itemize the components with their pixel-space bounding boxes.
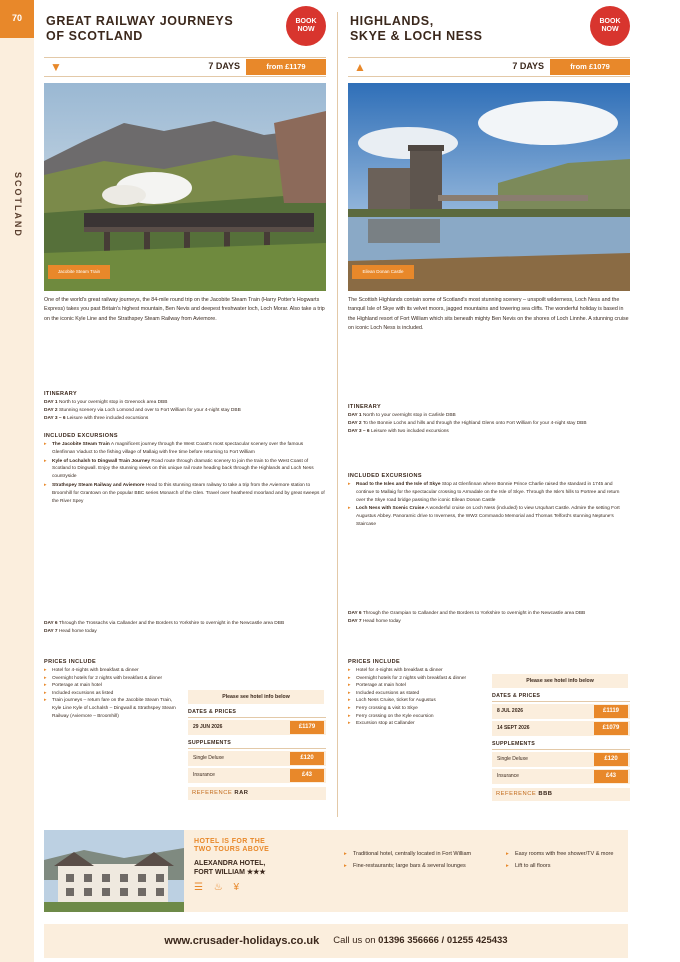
hotel-name: ALEXANDRA HOTEL, FORT WILLIAM ★★★ <box>194 860 266 876</box>
tour-days: 7 DAYS <box>208 61 240 71</box>
price-include-item: ▸ Ferry crossing on the Kyle excursion <box>348 713 486 721</box>
supplement-row: Single Deluxe £120 <box>492 752 630 767</box>
price-include-item: ▸ Hotel for 4-nights with breakfast & dinner <box>44 667 182 675</box>
hotel-features-col2 <box>506 850 636 874</box>
prices-heading: PRICES INCLUDE <box>348 659 401 665</box>
supplement-price: £43 <box>594 770 628 783</box>
prices-heading: PRICES INCLUDE <box>44 659 97 665</box>
excursion-item: ▸ Loch Ness with Scenic Cruise A wonderful cruise on Loch Ness (included) to view Urquhart Castle. Admire the setting Fort Augustus Abbey. Panoramic drive to Inverness, the WW2 Commando Memorial and Thomas Telford's stunning Neptune's Staircase <box>348 505 630 528</box>
dates-prices-box <box>492 674 630 801</box>
photo-caption: Jacobite Steam Train <box>48 265 110 279</box>
tour-intro: One of the world's great railway journeys, the 84-mile round trip on the Jacobite Steam Train (Harry Potter's Hogwarts Express) takes you past Britain's highest mountain, Ben Nevis and deepest freshwater loch, Loch Morar. Also take a trip on the iconic Kyle Line and the Strathspey Steam Railway from Aviemore. <box>44 297 325 322</box>
tour-title: GREAT RAILWAY JOURNEYS OF SCOTLAND <box>46 14 234 43</box>
website-link[interactable]: www.crusader-holidays.co.uk <box>164 934 320 947</box>
supplement-price: £43 <box>290 769 324 782</box>
itinerary-day: DAY 2 Stunning scenery via Loch Lomond and over to Fort William for your 4-night stay DBB <box>44 407 241 413</box>
date-row: 29 JUN 2026 £1179 <box>188 720 326 735</box>
price-include-item: ▸ Included excursions as listed <box>44 690 182 698</box>
photo-caption: Eilean Donan Castle <box>352 265 414 279</box>
hotel-feature <box>194 838 334 894</box>
hotel-info-note: Please see hotel info below <box>188 690 324 704</box>
itinerary-section <box>348 403 630 435</box>
footer-contact-bar <box>44 924 628 958</box>
hotel-photo <box>44 830 184 912</box>
excursions-section <box>44 432 326 506</box>
hotel-feature-item: ▸ Traditional hotel, centrally located in Fort William <box>344 850 474 858</box>
column-divider <box>337 12 338 817</box>
itinerary-day: DAY 6 Through the Grampian to Callander and the Borders to Yorkshire to overnight in the Newcastle area DBB <box>348 611 586 616</box>
dates-heading: DATES & PRICES <box>492 692 630 702</box>
itinerary-day: DAY 6 Through the Trossachs via Callander and the Borders to Yorkshire to overnight in the Newcastle area DBB <box>44 621 285 626</box>
price-include-item: ▸ Ferry crossing & visit to Skye <box>348 705 486 713</box>
castle-icon: ▲ <box>354 60 366 74</box>
price-include-item: ▸ Overnight hotels for 2 nights with breakfast & dinner <box>348 675 486 683</box>
supplement-row: Single Deluxe £120 <box>188 751 326 766</box>
supplement-row: Insurance £43 <box>188 768 326 783</box>
excursion-item: ▸ Strathspey Steam Railway and Aviemore Head to this stunning steam railway to take a trip from the Aviemore station to Broomhill for Grantown on the popular BBC series Monarch of the Glen. Travel over heathered moorland and by great sweeps of the River Spey <box>44 482 326 505</box>
hotel-feature-item: ▸ Fine-restaurants; large bars & several lounges <box>344 862 474 870</box>
hotel-feature-item: ▸ Easy rooms with free shower/TV & more <box>506 850 636 858</box>
itinerary-heading: ITINERARY <box>44 391 78 397</box>
hotel-features-col1 <box>344 850 474 874</box>
duration-price-bar <box>44 57 326 77</box>
hotel-feature-item: ▸ Lift to all floors <box>506 862 636 870</box>
tour-photo-castle <box>348 83 630 291</box>
price-include-item: ▸ Train journeys – return fare on the Jacobite Steam Train, Kyle Line Kyle of Lochalsh – Dingwall & Strathspey Steam Railway (Aviemore – Broomhill) <box>44 697 182 720</box>
reference-code: REFERENCE RAR <box>188 787 326 800</box>
date-price: £1079 <box>594 722 628 735</box>
date-row: 8 JUL 2026 £1119 <box>492 704 630 719</box>
hotel-info-note: Please see hotel info below <box>492 674 628 688</box>
phone-contact[interactable]: Call us on 01396 356666 / 01255 425433 <box>333 934 508 946</box>
from-price: from £1179 <box>246 59 326 75</box>
itinerary-day: DAY 3 – 6 Leisure with three included excursions <box>44 415 149 421</box>
excursions-heading: INCLUDED EXCURSIONS <box>44 433 118 439</box>
hotel-facility-icons: ☰ ♨ ¥ <box>194 882 244 893</box>
itinerary-day: DAY 1 North to your overnight stop in Greenock area DBB <box>44 400 168 405</box>
dates-prices-box <box>188 690 326 800</box>
tour-railway-journeys <box>44 0 326 818</box>
itinerary-day: DAY 7 Head home today <box>348 618 401 624</box>
from-price: from £1079 <box>550 59 630 75</box>
tour-highlands-skye <box>348 0 630 818</box>
price-include-item: ▸ Excursion stop at Callander <box>348 720 486 728</box>
price-include-item: ▸ Hotel for 4-nights with breakfast & dinner <box>348 667 486 675</box>
excursion-item: ▸ Road to the Isles and the Isle of Skye Stop at Glenfinnan where Bonnie Prince Charlie raised the standard in 1745 and continue to Mallaig for the spectacular crossing to Armadale on the Isle of Skye. Through the Isle's hills to Portree and return over the Skye road bridge passing the iconic Eilean Donan Castle <box>348 481 630 504</box>
itinerary-section <box>44 390 326 422</box>
reference-code: REFERENCE BBB <box>492 788 630 801</box>
tour-days: 7 DAYS <box>512 61 544 71</box>
duration-price-bar <box>348 57 630 77</box>
page-number: 70 <box>0 0 34 38</box>
price-include-item: ▸ Included excursions as stated <box>348 690 486 698</box>
itinerary-end-section <box>44 620 326 636</box>
excursions-section <box>348 472 630 530</box>
dates-heading: DATES & PRICES <box>188 708 326 718</box>
section-label: SCOTLAND <box>12 172 23 238</box>
supplements-heading: SUPPLEMENTS <box>492 740 630 750</box>
hotel-tag: HOTEL IS FOR THE TWO TOURS ABOVE <box>194 838 270 853</box>
price-include-item: ▸ Porterage at main hotel <box>348 682 486 690</box>
book-now-badge[interactable]: BOOK NOW <box>590 6 630 46</box>
supplement-price: £120 <box>594 753 628 766</box>
date-price: £1179 <box>290 721 324 734</box>
itinerary-end-section <box>348 610 630 626</box>
itinerary-heading: ITINERARY <box>348 404 382 410</box>
supplement-row: Insurance £43 <box>492 769 630 784</box>
excursions-heading: INCLUDED EXCURSIONS <box>348 473 422 479</box>
itinerary-day: DAY 1 North to your overnight stop in Carlisle DBB <box>348 413 456 418</box>
hotel-info-band <box>44 830 628 912</box>
prices-include <box>44 658 182 720</box>
tour-photo-steam-train <box>44 83 326 291</box>
excursion-item: ▸ The Jacobite Steam Train A magnificent journey through the West Coast's most spectacular scenery over the famous Glenfinnan Viaduct to the fishing village of Mallaig with free time before returning to Fort William <box>44 441 326 457</box>
date-row: 14 SEPT 2026 £1079 <box>492 721 630 736</box>
excursion-item: ▸ Kyle of Lochalsh to Dingwall Train Journey Road route through dramatic scenery to join the train to the West Coast of Scotland to Dingwall. Enjoy the stunning views on this unique rail route heading back through the Highlands and Loch Ness countryside <box>44 458 326 481</box>
book-now-badge[interactable]: BOOK NOW <box>286 6 326 46</box>
supplement-price: £120 <box>290 752 324 765</box>
itinerary-day: DAY 7 Head home today <box>44 628 97 634</box>
supplements-heading: SUPPLEMENTS <box>188 739 326 749</box>
train-icon: ▼ <box>50 60 62 74</box>
date-price: £1119 <box>594 705 628 718</box>
tour-intro: The Scottish Highlands contain some of Scotland's most stunning scenery – unspoilt wilderness, Loch Ness and the tranquil Isle of Skye with its velvet moors, jagged mountains and towering sea cliffs. The wonderful holiday is based in the Highland resort of Fort William which sits beneath mighty Ben Nevis on the shores of Loch Linnhe. A stunning cruise on iconic Loch Ness is included. <box>348 297 629 331</box>
itinerary-day: DAY 2 To the Bonnie Lochs and hills and through the Highland Glens onto Fort William for your 4-night stay DBB <box>348 420 587 426</box>
prices-include <box>348 658 486 728</box>
price-include-item: ▸ Loch Ness Cruise, ticket for Augustus <box>348 697 486 705</box>
itinerary-day: DAY 3 – 6 Leisure with two included excursions <box>348 428 449 434</box>
price-include-item: ▸ Overnight hotels for 2 nights with breakfast & dinner <box>44 675 182 683</box>
tour-title: HIGHLANDS, SKYE & LOCH NESS <box>350 14 483 43</box>
price-include-item: ▸ Porterage at main hotel <box>44 682 182 690</box>
